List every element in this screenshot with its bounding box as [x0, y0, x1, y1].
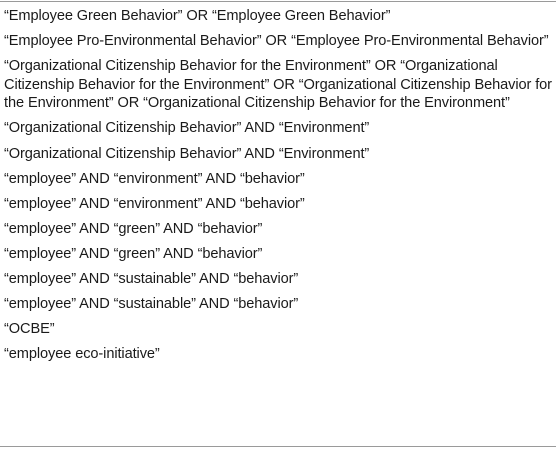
- bottom-rule: [0, 446, 556, 447]
- table-row: “employee” AND “green” AND “behavior”: [4, 245, 263, 262]
- table-row: “Organizational Citizenship Behavior” AND “Environment”: [4, 145, 370, 162]
- table-body: [4, 7, 552, 364]
- table-row: “employee eco-initiative”: [4, 346, 160, 363]
- table-row: “Organizational Citizenship Behavior” AND “Environment”: [4, 120, 370, 137]
- table-row: “Employee Green Behavior” OR “Employee Green Behavior”: [4, 8, 391, 24]
- table-row: “employee” AND “environment” AND “behavior”: [4, 170, 305, 187]
- table-row: “Employee Pro-Environmental Behavior” OR “Employee Pro-Environmental Behavior”: [4, 33, 549, 50]
- table-row: “employee” AND “environment” AND “behavior”: [4, 195, 305, 212]
- top-rule: [0, 1, 556, 2]
- table-row: “employee” AND “green” AND “behavior”: [4, 220, 263, 237]
- table-row: “employee” AND “sustainable” AND “behavior”: [4, 271, 299, 288]
- table-row: “employee” AND “sustainable” AND “behavior”: [4, 296, 299, 313]
- table-row: “OCBE”: [4, 321, 55, 338]
- table-row: “Organizational Citizenship Behavior for the Environment” OR “Organizational Citizenship Behavior for the Environment” OR “Organizational Citizenship Behavior for the Environment” OR “Organizational Citizenship Behavior for the Environment”: [4, 58, 552, 112]
